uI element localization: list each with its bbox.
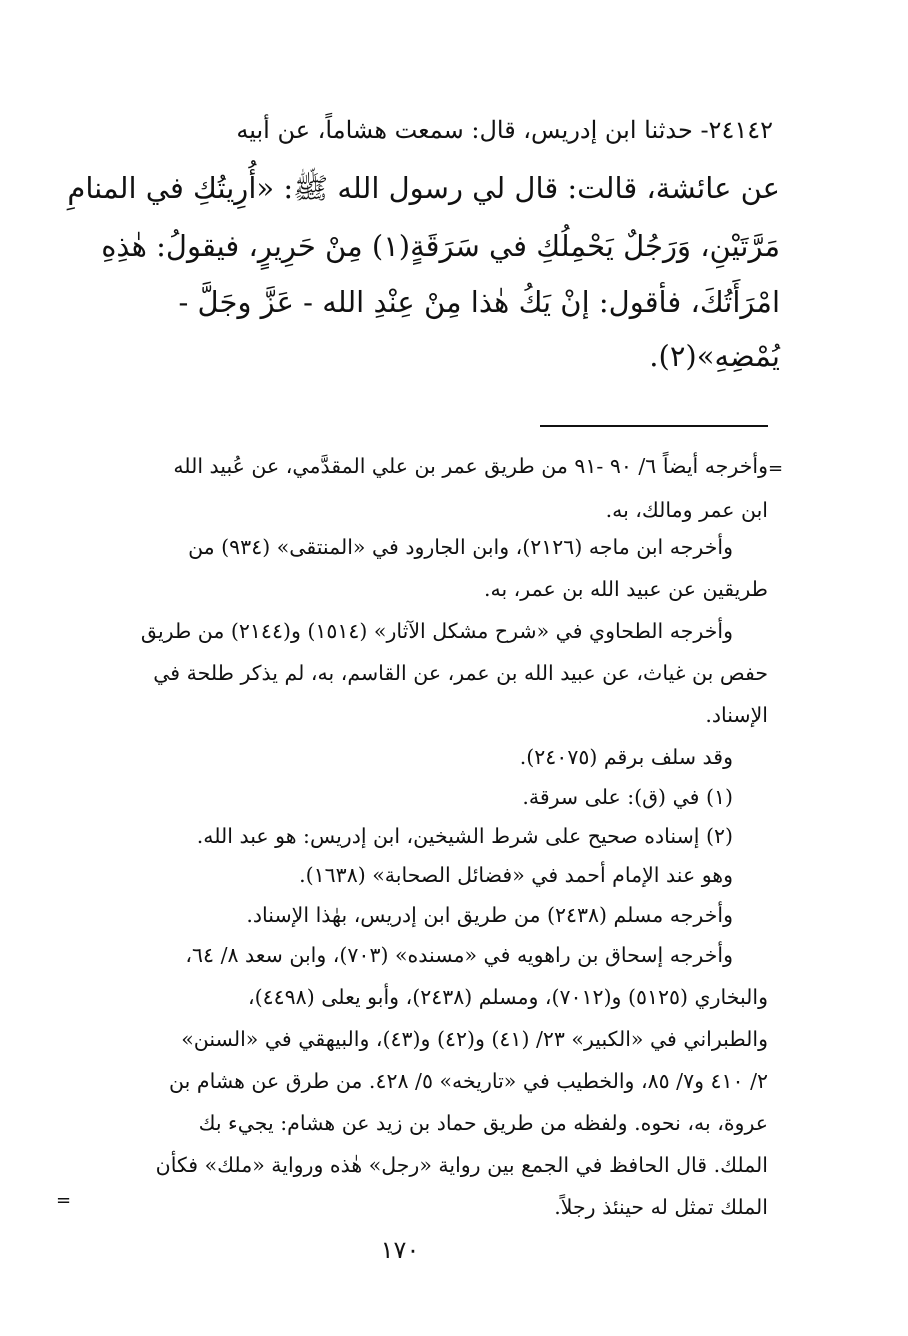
- footnote-line: الإسناد.: [705, 703, 768, 727]
- footnote-line: وأخرجه أيضاً ٦/ ٩٠ -٩١ من طريق عمر بن علي المقدَّمي، عن عُبيد الله: [173, 454, 768, 478]
- footnote-line: وأخرجه الطحاوي في «شرح مشكل الآثار» (١٥١٤) و(٢١٤٤) من طريق: [140, 619, 733, 643]
- footnote-line: حفص بن غياث، عن عبيد الله بن عمر، عن القاسم، به، لم يذكر طلحة في: [153, 661, 768, 685]
- footnote-line: والبخاري (٥١٢٥) و(٧٠١٢)، ومسلم (٢٤٣٨)، وأبو يعلى (٤٤٩٨)،: [248, 985, 768, 1009]
- footnote-divider: [540, 425, 768, 427]
- footnote-line: (٢) إسناده صحيح على شرط الشيخين، ابن إدريس: هو عبد الله.: [196, 824, 733, 848]
- footnote-line: عروة، به، نحوه. ولفظه من طريق حماد بن زيد عن هشام: يجيء بك: [198, 1111, 768, 1135]
- footnote-line: ٢/ ٤١٠ و٧/ ٨٥، والخطيب في «تاريخه» ٥/ ٤٢٨. من طرق عن هشام بن: [169, 1069, 768, 1093]
- continuation-mark: =: [768, 458, 784, 479]
- footnote-line: وأخرجه مسلم (٢٤٣٨) من طريق ابن إدريس، بهٰذا الإسناد.: [246, 903, 733, 927]
- footnote-line: الملك. قال الحافظ في الجمع بين رواية «رجل» هٰذه ورواية «ملك» فكأن: [155, 1153, 768, 1177]
- footnote-line: وهو عند الإمام أحمد في «فضائل الصحابة» (١٦٣٨).: [299, 863, 733, 887]
- footnote-line: ابن عمر ومالك، به.: [605, 498, 768, 522]
- footnote-line: والطبراني في «الكبير» ٢٣/ (٤١) و(٤٢) و(٤٣)، والبيهقي في «السنن»: [181, 1027, 768, 1051]
- hadith-line-4: امْرَأَتُكَ، فأقول: إنْ يَكُ هٰذا مِنْ عِنْدِ الله - عَزَّ وجَلَّ -: [178, 285, 780, 319]
- hadith-line-2: عن عائشة، قالت: قال لي رسول الله ﷺ: «أُرِيتُكِ في المنامِ: [67, 171, 780, 205]
- footnote-line: وأخرجه إسحاق بن راهويه في «مسنده» (٧٠٣)، وابن سعد ٨/ ٦٤،: [185, 943, 733, 967]
- footnote-line: وأخرجه ابن ماجه (٢١٢٦)، وابن الجارود في «المنتقى» (٩٣٤) من: [188, 535, 733, 559]
- hadith-line-3: مَرَّتَيْنِ، وَرَجُلٌ يَحْمِلُكِ في سَرَقَةٍ(١) مِنْ حَرِيرٍ، فيقولُ: هٰذِهِ: [101, 229, 780, 263]
- end-continuation-mark: =: [56, 1190, 72, 1211]
- footnote-line: وقد سلف برقم (٢٤٠٧٥).: [519, 745, 733, 769]
- hadith-line-5: يُمْضِهِ»(٢).: [649, 339, 780, 373]
- footnote-line: (١) في (ق): على سرقة.: [522, 785, 733, 809]
- footnote-line: طريقين عن عبيد الله بن عمر، به.: [483, 577, 768, 601]
- hadith-line-1: ٢٤١٤٢- حدثنا ابن إدريس، قال: سمعت هشاماً، عن أبيه: [236, 116, 773, 144]
- page-number: ١٧٠: [380, 1236, 420, 1264]
- footnote-line: الملك تمثل له حينئذ رجلاً.: [554, 1195, 768, 1219]
